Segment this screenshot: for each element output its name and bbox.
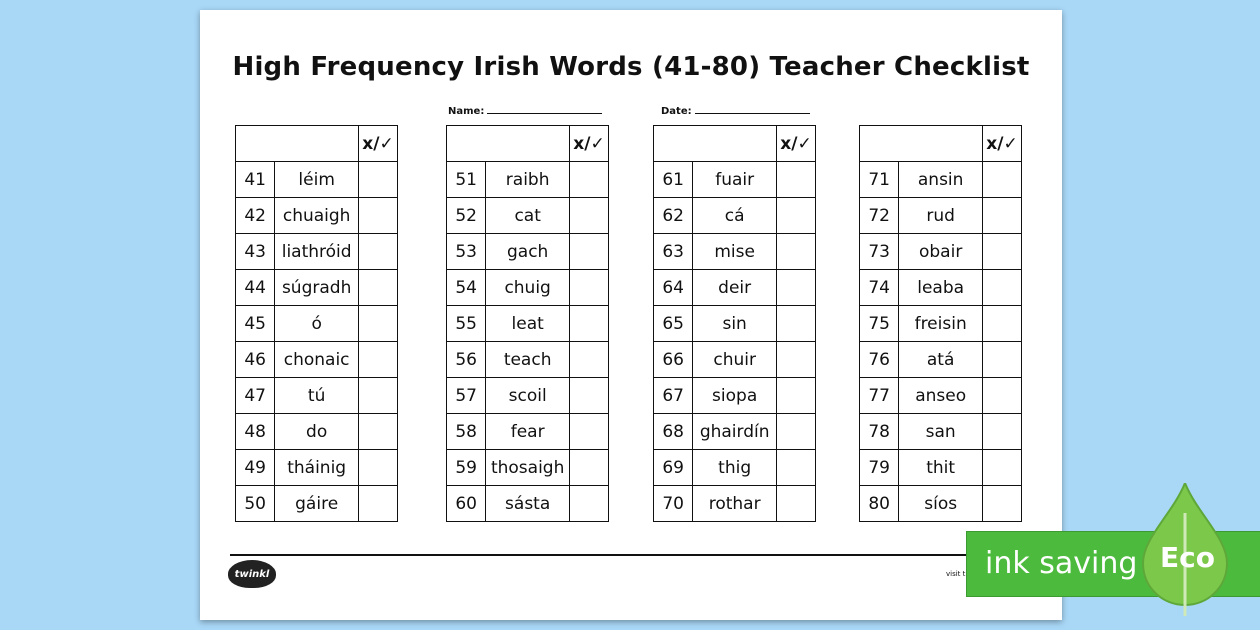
check-box[interactable]	[359, 270, 398, 306]
word-number: 53	[447, 234, 486, 270]
word-number: 71	[860, 162, 899, 198]
check-box[interactable]	[359, 198, 398, 234]
eco-label: Eco	[1160, 541, 1215, 574]
irish-word: atá	[899, 342, 983, 378]
table-row	[236, 414, 398, 450]
irish-word: raibh	[486, 162, 570, 198]
irish-word: liathróid	[275, 234, 359, 270]
header-blank-cell	[236, 126, 359, 162]
irish-word: thig	[693, 450, 777, 486]
word-number: 60	[447, 486, 486, 522]
check-header: x/✓	[570, 126, 609, 162]
worksheet	[200, 10, 1062, 620]
table-row	[860, 162, 1022, 198]
word-number: 50	[236, 486, 275, 522]
word-number: 77	[860, 378, 899, 414]
word-number: 51	[447, 162, 486, 198]
table-row	[236, 162, 398, 198]
word-number: 57	[447, 378, 486, 414]
word-number: 80	[860, 486, 899, 522]
table-row	[236, 198, 398, 234]
irish-word: ó	[275, 306, 359, 342]
irish-word: chuaigh	[275, 198, 359, 234]
check-box[interactable]	[570, 198, 609, 234]
irish-word: cat	[486, 198, 570, 234]
irish-word: scoil	[486, 378, 570, 414]
table-row	[860, 270, 1022, 306]
table-row	[236, 270, 398, 306]
check-box[interactable]	[983, 306, 1022, 342]
header-blank-cell	[447, 126, 570, 162]
table-row	[447, 450, 609, 486]
check-box[interactable]	[983, 234, 1022, 270]
word-table	[235, 125, 398, 522]
word-number: 78	[860, 414, 899, 450]
irish-word: sásta	[486, 486, 570, 522]
irish-word: deir	[693, 270, 777, 306]
word-table	[653, 125, 816, 522]
word-number: 74	[860, 270, 899, 306]
table-row	[654, 450, 816, 486]
check-box[interactable]	[359, 234, 398, 270]
table-row	[654, 162, 816, 198]
word-number: 41	[236, 162, 275, 198]
irish-word: leat	[486, 306, 570, 342]
table-row	[447, 306, 609, 342]
irish-word: chuir	[693, 342, 777, 378]
irish-word: thit	[899, 450, 983, 486]
word-number: 68	[654, 414, 693, 450]
word-number: 56	[447, 342, 486, 378]
word-number: 64	[654, 270, 693, 306]
date-label: Date:	[661, 106, 692, 117]
word-number: 55	[447, 306, 486, 342]
table-row	[236, 306, 398, 342]
irish-word: chuig	[486, 270, 570, 306]
check-box[interactable]	[359, 162, 398, 198]
table-row	[447, 234, 609, 270]
check-box[interactable]	[570, 162, 609, 198]
check-header: x/✓	[777, 126, 816, 162]
page-title: High Frequency Irish Words (41-80) Teacher Checklist	[232, 52, 1030, 82]
check-box[interactable]	[777, 450, 816, 486]
table-row	[860, 306, 1022, 342]
check-box[interactable]	[777, 198, 816, 234]
word-number: 63	[654, 234, 693, 270]
table-row	[447, 486, 609, 522]
check-box[interactable]	[983, 486, 1022, 522]
irish-word: teach	[486, 342, 570, 378]
word-number: 45	[236, 306, 275, 342]
table-row	[860, 486, 1022, 522]
table-row	[860, 450, 1022, 486]
word-number: 70	[654, 486, 693, 522]
irish-word: sin	[693, 306, 777, 342]
check-box[interactable]	[777, 378, 816, 414]
check-box[interactable]	[359, 306, 398, 342]
date-field	[661, 104, 810, 117]
check-box[interactable]	[777, 234, 816, 270]
table-row	[447, 198, 609, 234]
visit-text: visit t	[946, 570, 966, 578]
check-box[interactable]	[777, 414, 816, 450]
word-number: 42	[236, 198, 275, 234]
irish-word: anseo	[899, 378, 983, 414]
irish-word: gach	[486, 234, 570, 270]
name-field	[448, 104, 602, 117]
table-row	[447, 270, 609, 306]
word-number: 59	[447, 450, 486, 486]
check-box[interactable]	[777, 270, 816, 306]
word-number: 43	[236, 234, 275, 270]
word-number: 76	[860, 342, 899, 378]
table-row	[860, 414, 1022, 450]
header-blank-cell	[860, 126, 983, 162]
check-box[interactable]	[983, 342, 1022, 378]
table-row	[447, 378, 609, 414]
check-box[interactable]	[983, 378, 1022, 414]
table-row	[654, 414, 816, 450]
check-box[interactable]	[570, 270, 609, 306]
table-row	[447, 414, 609, 450]
eco-badge-text: ink saving	[985, 546, 1138, 581]
word-number: 49	[236, 450, 275, 486]
table-row	[654, 378, 816, 414]
check-box[interactable]	[983, 198, 1022, 234]
irish-word: thosaigh	[486, 450, 570, 486]
word-number: 46	[236, 342, 275, 378]
word-number: 66	[654, 342, 693, 378]
table-row	[860, 342, 1022, 378]
irish-word: ghairdín	[693, 414, 777, 450]
header-blank-cell	[654, 126, 777, 162]
irish-word: súgradh	[275, 270, 359, 306]
table-row	[654, 198, 816, 234]
table-row	[236, 378, 398, 414]
word-number: 47	[236, 378, 275, 414]
irish-word: mise	[693, 234, 777, 270]
word-table	[859, 125, 1022, 522]
table-row	[236, 450, 398, 486]
table-row	[654, 270, 816, 306]
check-box[interactable]	[570, 306, 609, 342]
check-box[interactable]	[983, 162, 1022, 198]
table-row	[236, 342, 398, 378]
irish-word: do	[275, 414, 359, 450]
table-row	[860, 378, 1022, 414]
irish-word: fear	[486, 414, 570, 450]
word-number: 58	[447, 414, 486, 450]
word-number: 65	[654, 306, 693, 342]
word-number: 44	[236, 270, 275, 306]
table-row	[860, 234, 1022, 270]
irish-word: cá	[693, 198, 777, 234]
check-box[interactable]	[359, 486, 398, 522]
table-header-row	[236, 126, 398, 162]
table-header-row	[654, 126, 816, 162]
irish-word: freisin	[899, 306, 983, 342]
check-box[interactable]	[570, 414, 609, 450]
check-box[interactable]	[983, 270, 1022, 306]
irish-word: siopa	[693, 378, 777, 414]
footer-divider	[230, 554, 1032, 556]
check-box[interactable]	[983, 414, 1022, 450]
table-row	[236, 486, 398, 522]
word-number: 48	[236, 414, 275, 450]
check-header: x/✓	[359, 126, 398, 162]
check-box[interactable]	[777, 342, 816, 378]
table-row	[654, 234, 816, 270]
check-box[interactable]	[359, 450, 398, 486]
check-header: x/✓	[983, 126, 1022, 162]
name-label: Name:	[448, 106, 485, 117]
check-box[interactable]	[359, 378, 398, 414]
table-row	[654, 486, 816, 522]
irish-word: rothar	[693, 486, 777, 522]
table-row	[654, 342, 816, 378]
word-number: 54	[447, 270, 486, 306]
word-number: 69	[654, 450, 693, 486]
irish-word: léim	[275, 162, 359, 198]
table-row	[447, 342, 609, 378]
irish-word: gáire	[275, 486, 359, 522]
table-header-row	[860, 126, 1022, 162]
name-line	[487, 104, 602, 114]
check-box[interactable]	[777, 306, 816, 342]
irish-word: fuair	[693, 162, 777, 198]
irish-word: chonaic	[275, 342, 359, 378]
table-row	[654, 306, 816, 342]
check-box[interactable]	[570, 342, 609, 378]
irish-word: san	[899, 414, 983, 450]
date-line	[695, 104, 810, 114]
check-box[interactable]	[983, 450, 1022, 486]
word-number: 72	[860, 198, 899, 234]
irish-word: rud	[899, 198, 983, 234]
check-box[interactable]	[570, 486, 609, 522]
word-table	[446, 125, 609, 522]
irish-word: tú	[275, 378, 359, 414]
check-box[interactable]	[570, 234, 609, 270]
check-box[interactable]	[777, 162, 816, 198]
word-number: 62	[654, 198, 693, 234]
table-row	[860, 198, 1022, 234]
irish-word: síos	[899, 486, 983, 522]
table-header-row	[447, 126, 609, 162]
word-number: 73	[860, 234, 899, 270]
check-box[interactable]	[777, 486, 816, 522]
irish-word: obair	[899, 234, 983, 270]
check-box[interactable]	[359, 414, 398, 450]
irish-word: leaba	[899, 270, 983, 306]
check-box[interactable]	[570, 378, 609, 414]
word-number: 79	[860, 450, 899, 486]
table-row	[447, 162, 609, 198]
table-row	[236, 234, 398, 270]
twinkl-logo: twinkl	[228, 560, 276, 588]
check-box[interactable]	[359, 342, 398, 378]
word-number: 52	[447, 198, 486, 234]
word-number: 75	[860, 306, 899, 342]
irish-word: ansin	[899, 162, 983, 198]
word-number: 67	[654, 378, 693, 414]
check-box[interactable]	[570, 450, 609, 486]
word-number: 61	[654, 162, 693, 198]
irish-word: tháinig	[275, 450, 359, 486]
